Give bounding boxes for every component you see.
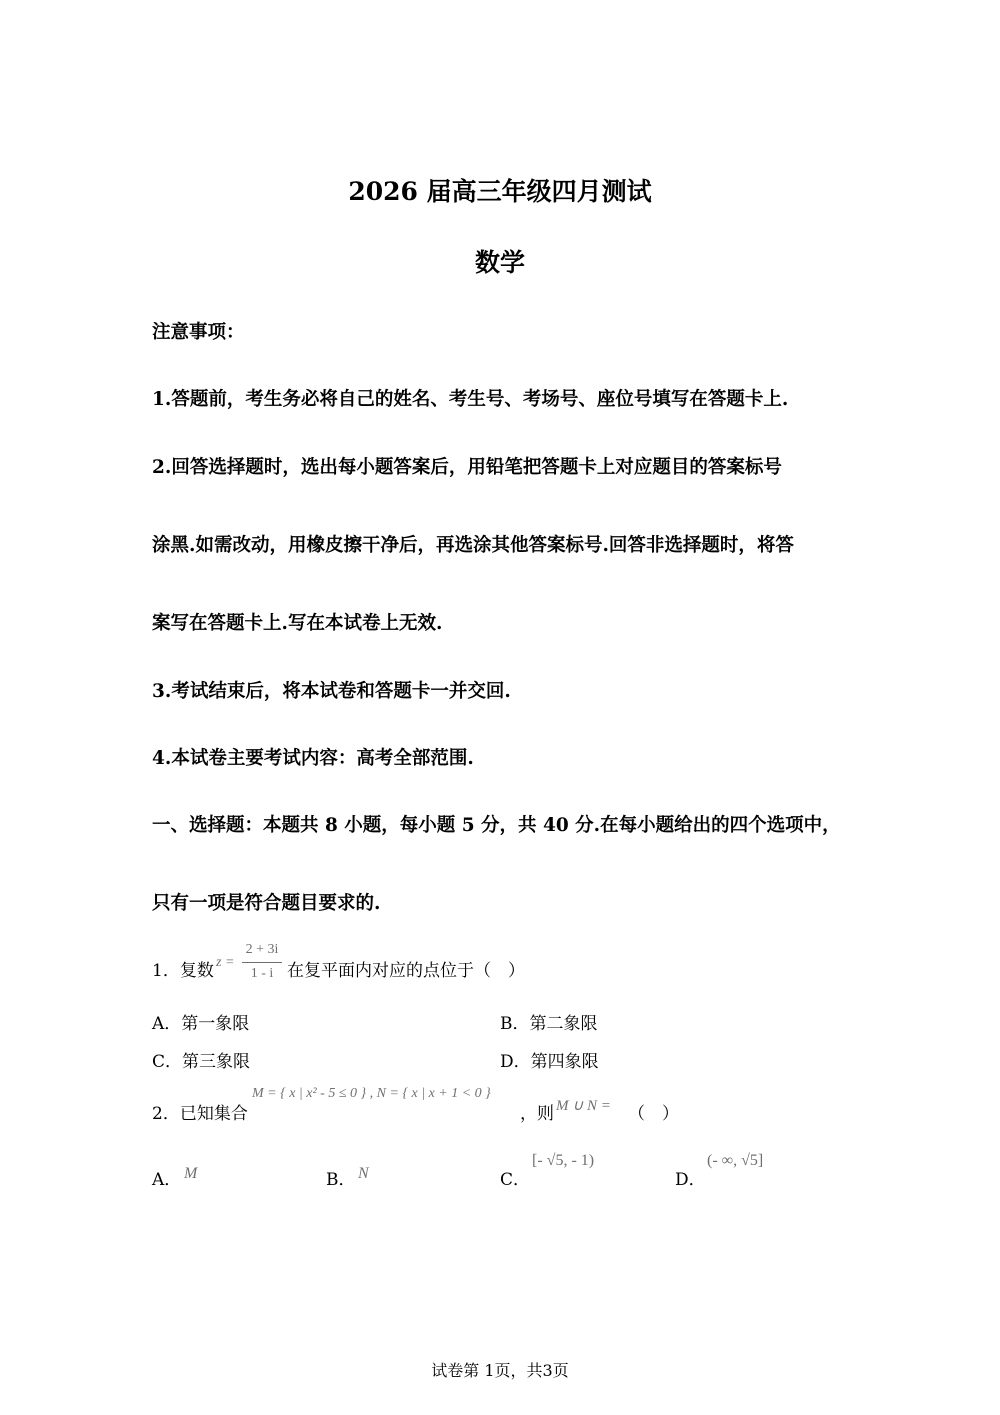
q1-fraction-bar: [242, 962, 282, 963]
q2-sets: M = { x | x² - 5 ≤ 0 } , N = { x | x + 1 < 0 }: [252, 1086, 491, 1101]
q1-z-equals: z =: [216, 955, 235, 970]
subject-title: 数学: [474, 248, 525, 277]
q2-middle: ，则: [520, 1104, 554, 1124]
q2-option-b-label: B．: [326, 1170, 356, 1190]
q2-option-d-value: (- ∞, √5]: [707, 1152, 764, 1169]
page-footer: 试卷第 1页，共3页: [431, 1361, 569, 1380]
notice-heading: 注意事项：: [152, 322, 245, 343]
q1-option-d: D．第四象限: [500, 1052, 599, 1072]
notice-item-2-line-3: 案写在答题卡上.写在本试卷上无效.: [152, 613, 443, 634]
q2-option-a-value: M: [184, 1165, 198, 1182]
q2-suffix: （ ）: [628, 1104, 679, 1124]
q2-option-c-value: [- √5, - 1): [532, 1152, 595, 1169]
notice-item-1: 1.答题前，考生务必将自己的姓名、考生号、考场号、座位号填写在答题卡上.: [152, 389, 789, 410]
section-1-line-1: 一、选择题：本题共 8 小题，每小题 5 分，共 40 分.在每小题给出的四个选项中，: [152, 815, 841, 836]
notice-item-2-line-1: 2.回答选择题时，选出每小题答案后，用铅笔把答题卡上对应题目的答案标号: [152, 457, 782, 478]
notice-item-4: 4.本试卷主要考试内容：高考全部范围.: [152, 748, 474, 769]
q2-option-b-value: N: [358, 1165, 369, 1182]
q1-suffix: 在复平面内对应的点位于（ ）: [287, 961, 525, 981]
notice-item-3: 3.考试结束后，将本试卷和答题卡一并交回.: [152, 681, 511, 702]
q1-prefix: 1．复数: [152, 961, 214, 981]
section-1-line-2: 只有一项是符合题目要求的.: [152, 893, 381, 914]
q1-denominator: 1 - i: [250, 966, 274, 981]
q2-option-a-label: A．: [152, 1170, 182, 1190]
q2-prefix: 2．已知集合: [152, 1104, 248, 1124]
q1-option-a: A．第一象限: [152, 1014, 250, 1034]
q2-union-expr: M ∪ N =: [556, 1098, 611, 1114]
exam-title: 2026 届高三年级四月测试: [348, 177, 652, 206]
q1-numerator: 2 + 3i: [245, 942, 279, 957]
q2-option-d-label: D．: [675, 1170, 706, 1190]
notice-item-2-line-2: 涂黑.如需改动，用橡皮擦干净后，再选涂其他答案标号.回答非选择题时，将答: [152, 535, 794, 556]
q1-option-b: B．第二象限: [500, 1014, 598, 1034]
q2-option-c-label: C．: [500, 1170, 531, 1190]
q1-option-c: C．第三象限: [152, 1052, 251, 1072]
